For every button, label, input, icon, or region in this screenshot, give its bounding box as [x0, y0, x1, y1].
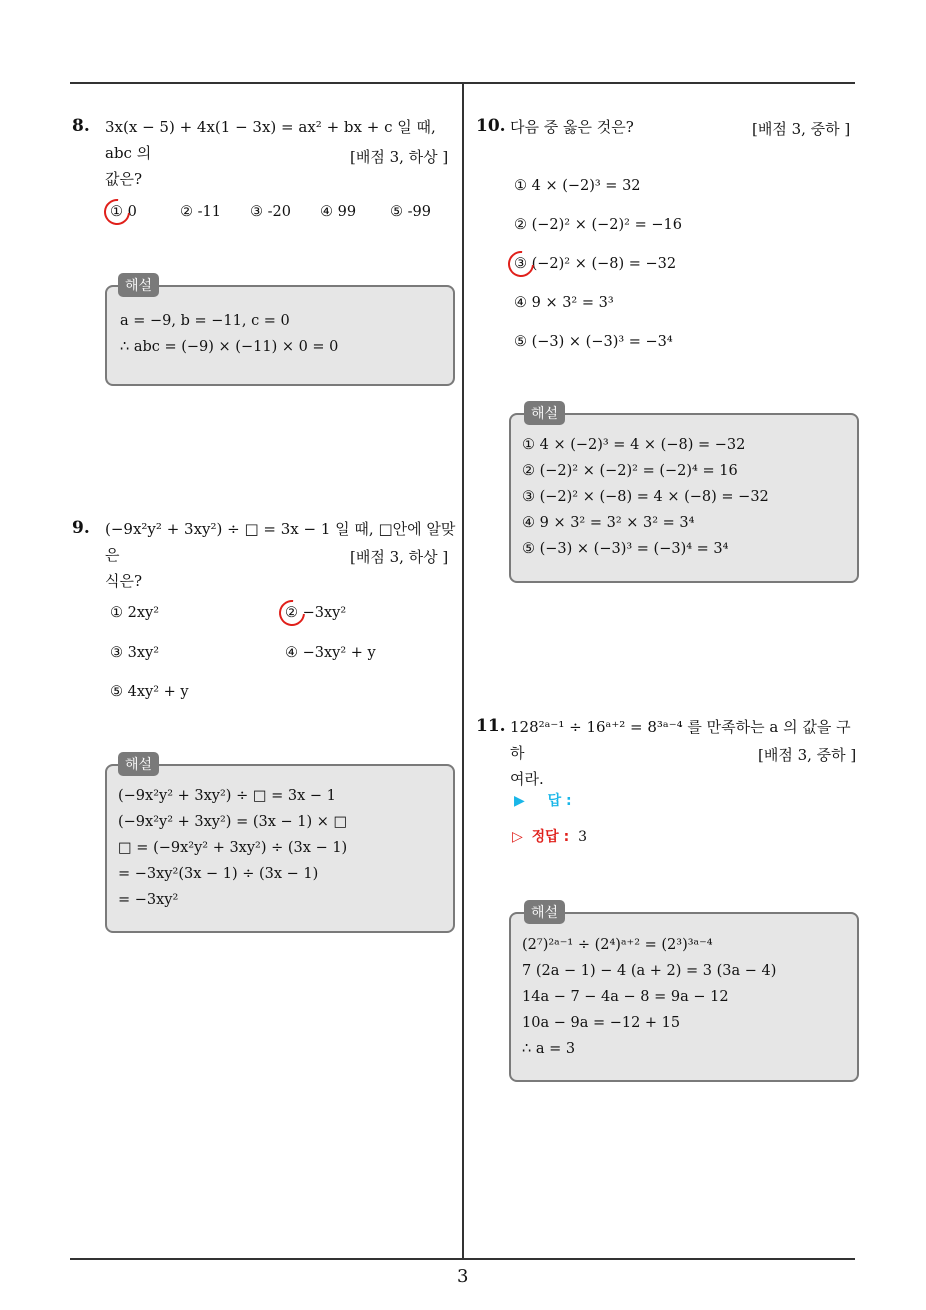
question-9-line2: 식은? — [105, 572, 143, 590]
question-10-text: 다음 중 옳은 것은? — [510, 118, 634, 136]
solution-line: ∴ a = 3 — [522, 1041, 576, 1057]
question-8-solution-tag: 해설 — [118, 273, 159, 297]
solution-line: ② (−2)² × (−2)² = (−2)⁴ = 16 — [522, 463, 738, 479]
question-8-score: [배점 3, 하상 ] — [350, 148, 449, 166]
answer-label: 답 : — [547, 793, 572, 809]
question-8-choice-1[interactable]: ① 0 — [110, 204, 137, 220]
question-11-line1: 128²ᵃ⁻¹ ÷ 16ᵃ⁺² = 8³ᵃ⁻⁴ 를 만족하는 a 의 값을 구하 — [510, 718, 851, 762]
question-9-choice-5[interactable]: ⑤ 4xy² + y — [110, 684, 189, 700]
question-11-score: [배점 3, 중하 ] — [758, 746, 857, 764]
solution-line: a = −9, b = −11, c = 0 — [120, 313, 290, 329]
question-10-choice-4[interactable]: ④ 9 × 3² = 3³ — [514, 295, 614, 311]
solution-line: = −3xy²(3x − 1) ÷ (3x − 1) — [118, 866, 319, 882]
play-outline-icon: ▷ — [512, 829, 523, 845]
solution-line: ③ (−2)² × (−8) = 4 × (−8) = −32 — [522, 489, 769, 505]
question-10-choice-2[interactable]: ② (−2)² × (−2)² = −16 — [514, 217, 682, 233]
question-9-score: [배점 3, 하상 ] — [350, 548, 449, 566]
solution-line: ⑤ (−3) × (−3)³ = (−3)⁴ = 3⁴ — [522, 541, 729, 557]
question-9-solution-tag: 해설 — [118, 752, 159, 776]
solution-line: = −3xy² — [118, 892, 179, 908]
question-8-number: 8. — [72, 116, 90, 136]
question-9-answer-circle-icon — [274, 595, 311, 632]
question-9-solution — [118, 783, 347, 913]
solution-line: ④ 9 × 3² = 3² × 3² = 3⁴ — [522, 515, 695, 531]
question-10-choice-5[interactable]: ⑤ (−3) × (−3)³ = −3⁴ — [514, 334, 673, 350]
solution-line: (2⁷)²ᵃ⁻¹ ÷ (2⁴)ᵃ⁺² = (2³)³ᵃ⁻⁴ — [522, 937, 713, 953]
play-icon: ▶ — [514, 793, 525, 809]
question-9-choice-3[interactable]: ③ 3xy² — [110, 645, 160, 661]
page-number: 3 — [457, 1266, 469, 1287]
question-10-solution-tag: 해설 — [524, 401, 565, 425]
question-8-choice-2[interactable]: ② -11 — [180, 204, 221, 220]
question-10-solution — [522, 432, 769, 562]
question-8-choice-3[interactable]: ③ -20 — [250, 204, 291, 220]
solution-line: ① 4 × (−2)³ = 4 × (−8) = −32 — [522, 437, 746, 453]
question-8-answer-circle-icon — [99, 194, 136, 231]
question-8-solution — [120, 308, 338, 360]
solution-line: □ = (−9x²y² + 3xy²) ÷ (3x − 1) — [118, 840, 348, 856]
solution-line: (−9x²y² + 3xy²) = (3x − 1) × □ — [118, 814, 348, 830]
solution-line: 14a − 7 − 4a − 8 = 9a − 12 — [522, 989, 729, 1005]
question-9-choice-4[interactable]: ④ −3xy² + y — [285, 645, 376, 661]
bottom-rule — [70, 1258, 855, 1260]
solution-line: (−9x²y² + 3xy²) ÷ □ = 3x − 1 — [118, 788, 336, 804]
solution-line: ∴ abc = (−9) × (−11) × 0 = 0 — [120, 339, 339, 355]
question-10-number: 10. — [476, 116, 506, 136]
question-10-choice-3[interactable]: ③ (−2)² × (−8) = −32 — [514, 256, 677, 272]
correct-answer-value: 3 — [578, 829, 587, 845]
question-10-score: [배점 3, 중하 ] — [752, 120, 851, 138]
question-11-number: 11. — [476, 716, 506, 736]
question-9-line1: (−9x²y² + 3xy²) ÷ □ = 3x − 1 일 때, □안에 알맞은 — [105, 520, 456, 564]
question-11-line2: 여라. — [510, 770, 544, 788]
question-8-line1: 3x(x − 5) + 4x(1 − 3x) = ax² + bx + c 일 때, abc 의 — [105, 118, 436, 162]
question-11-solution-tag: 해설 — [524, 900, 565, 924]
answer-input-row[interactable] — [514, 790, 572, 810]
question-8-choice-5[interactable]: ⑤ -99 — [390, 204, 431, 220]
solution-line: 10a − 9a = −12 + 15 — [522, 1015, 681, 1031]
correct-answer-label: 정답 : — [531, 829, 570, 845]
solution-line: 7 (2a − 1) − 4 (a + 2) = 3 (3a − 4) — [522, 963, 777, 979]
question-8-line2: 값은? — [105, 170, 143, 188]
question-8-choice-4[interactable]: ④ 99 — [320, 204, 357, 220]
correct-answer-row — [512, 826, 587, 846]
question-10-choice-1[interactable]: ① 4 × (−2)³ = 32 — [514, 178, 641, 194]
question-9-choice-2[interactable]: ② −3xy² — [285, 605, 347, 621]
question-11-solution — [522, 932, 776, 1062]
question-10-answer-circle-icon — [503, 246, 540, 283]
question-9-number: 9. — [72, 518, 90, 538]
question-9-choice-1[interactable]: ① 2xy² — [110, 605, 160, 621]
column-divider — [462, 82, 464, 1260]
